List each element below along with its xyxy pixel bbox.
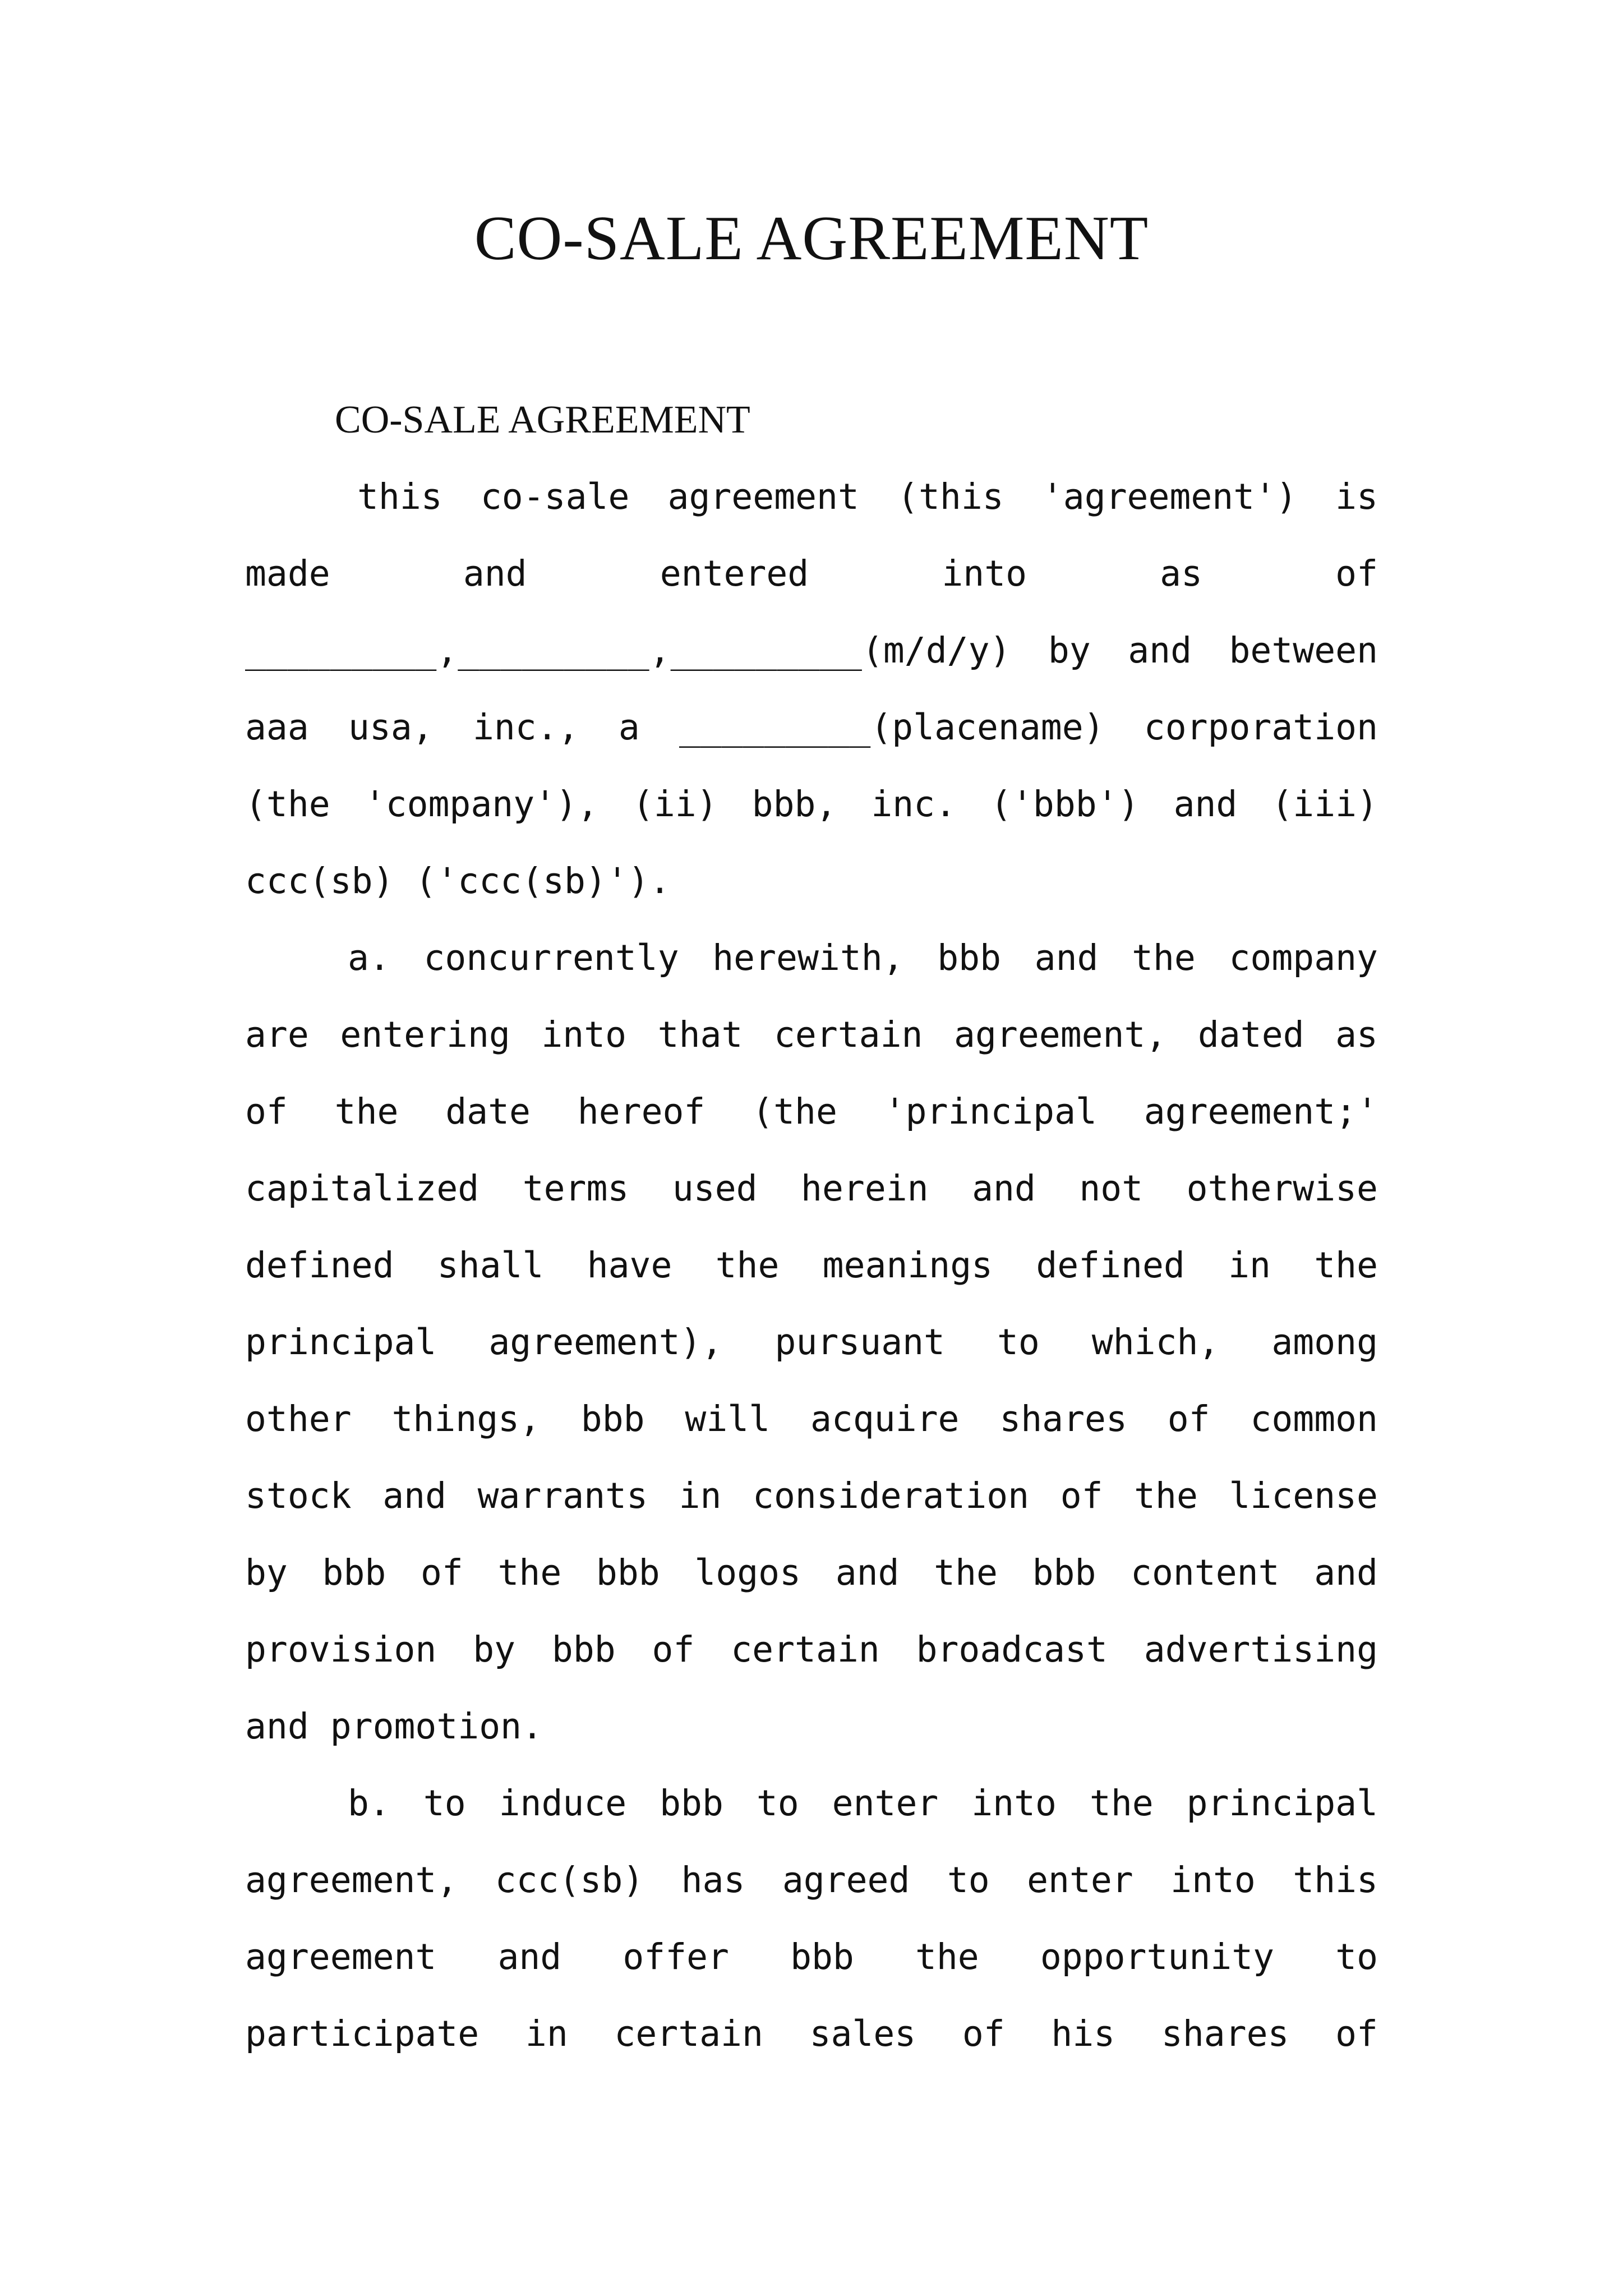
text-line: and promotion. (245, 1706, 543, 1747)
text-line: agreement, ccc(sb) has agreed to enter into this (245, 1860, 1378, 1901)
text-line: ccc(sb) ('ccc(sb)'). (245, 861, 671, 901)
document-body (245, 381, 1378, 2072)
text-line: made and entered into as of (245, 553, 1378, 594)
text-line: of the date hereof (the 'principal agreement;' (245, 1091, 1378, 1132)
section-heading: CO-SALE AGREEMENT (335, 398, 750, 441)
text-line: principal agreement), pursuant to which, among (245, 1322, 1378, 1363)
text-line: capitalized terms used herein and not otherwise (245, 1168, 1378, 1209)
text-line: are entering into that certain agreement, dated as (245, 1014, 1378, 1055)
text-line: stock and warrants in consideration of the license (245, 1475, 1378, 1516)
paragraph-b (245, 1765, 1378, 2072)
text-line: defined shall have the meanings defined in the (245, 1245, 1378, 1286)
paragraph-intro (245, 458, 1378, 919)
text-line: (the 'company'), (ii) bbb, inc. ('bbb') and (iii) (245, 784, 1378, 825)
text-line: provision by bbb of certain broadcast advertising (245, 1629, 1378, 1670)
paragraph-a (245, 919, 1378, 1765)
text-line: this co-sale agreement (this 'agreement') is (357, 476, 1378, 517)
document-title: CO-SALE AGREEMENT (474, 204, 1149, 273)
text-line: by bbb of the bbb logos and the bbb content and (245, 1552, 1378, 1593)
text-line: a. concurrently herewith, bbb and the company (348, 937, 1378, 978)
text-line: participate in certain sales of his shares of (245, 2013, 1378, 2054)
text-line: other things, bbb will acquire shares of common (245, 1398, 1378, 1439)
text-line: agreement and offer bbb the opportunity to (245, 1936, 1378, 1977)
text-line: aaa usa, inc., a _________(placename) corporation (245, 707, 1378, 748)
text-line: b. to induce bbb to enter into the principal (348, 1783, 1378, 1824)
text-line: _________,_________,_________(m/d/y) by and between (245, 630, 1378, 671)
